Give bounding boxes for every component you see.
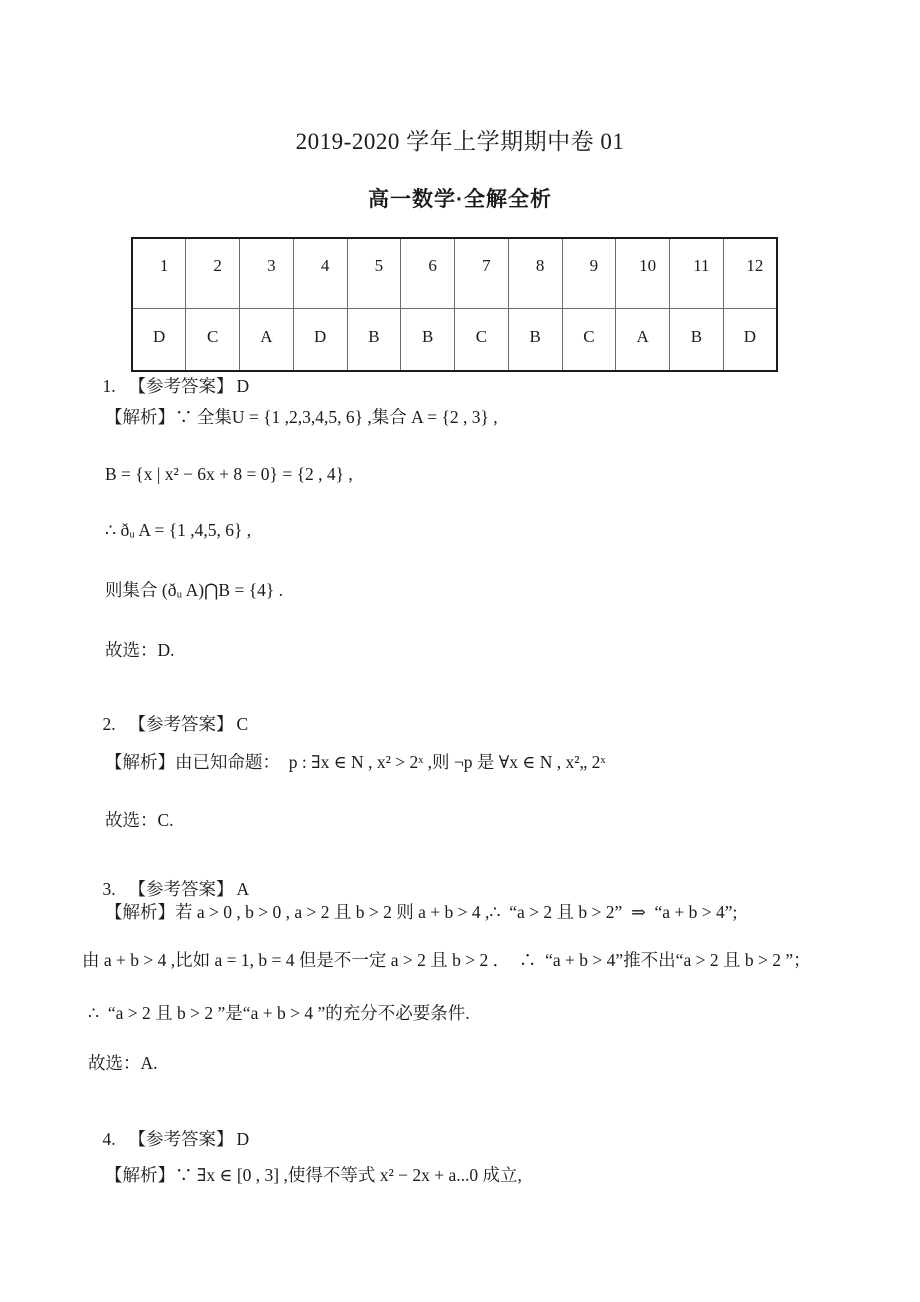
- page-subtitle: 高一数学·全解全析: [368, 188, 552, 211]
- question-number: 3.: [102, 879, 116, 899]
- solution-3-line-2: 由 a + b > 4 ,比如 a = 1, b = 4 但是不一定 a > 2 且 b > 2 ． ∴ “a + b > 4”推不出“a > 2 且 b > 2 ”；: [82, 950, 811, 970]
- solution-2-header: [85, 690, 248, 757]
- solution-3-line-1: 【解析】若 a > 0 , b > 0 , a > 2 且 b > 2 则 a + b > 4 ,∴ “a > 2 且 b > 2” ⇒ “a + b > 4”;: [105, 902, 738, 922]
- answer-letter-cell: D: [132, 309, 186, 372]
- answer-number-cell: 9: [562, 238, 616, 309]
- answer-number-cell: 10: [616, 238, 670, 309]
- answer-label: 【参考答案】: [128, 879, 234, 899]
- answer-number-cell: 3: [240, 238, 294, 309]
- answer-letter-cell: B: [347, 309, 401, 372]
- solution-3-line-4: 故选：A.: [88, 1053, 158, 1073]
- answer-value: D: [236, 376, 250, 396]
- answer-number-cell: 2: [186, 238, 240, 309]
- question-number: 4.: [102, 1129, 116, 1149]
- solution-1-line-2: B = {x | x² − 6x + 8 = 0} = {2 , 4} ,: [105, 464, 353, 484]
- answer-letter-cell: A: [616, 309, 670, 372]
- solution-2-line-2: 故选：C.: [105, 810, 174, 830]
- answer-number-cell: 8: [508, 238, 562, 309]
- solution-1-line-4: 则集合 (ðᵤ A)⋂B = {4} .: [105, 580, 284, 600]
- answer-table-number-row: [132, 238, 777, 309]
- answer-letter-cell: C: [562, 309, 616, 372]
- answer-number-cell: 12: [723, 238, 777, 309]
- answer-letter-cell: B: [508, 309, 562, 372]
- answer-letter-cell: B: [401, 309, 455, 372]
- question-number: 1.: [102, 376, 116, 396]
- answer-value: D: [236, 1129, 250, 1149]
- answer-letter-cell: C: [186, 309, 240, 372]
- solution-1-line-5: 故选：D.: [105, 640, 175, 660]
- answer-letter-cell: A: [240, 309, 294, 372]
- answer-value: C: [236, 714, 249, 734]
- solution-1-line-1: 【解析】∵ 全集U = {1 ,2,3,4,5, 6} ,集合 A = {2 , 3} ,: [105, 407, 498, 427]
- solution-2-line-1: 【解析】由已知命题： p : ∃x ∈ N , x² > 2ˣ ,则 ¬p 是 ∀x ∈ N , x²„ 2ˣ: [105, 752, 606, 772]
- answer-letter-cell: B: [670, 309, 724, 372]
- answer-label: 【参考答案】: [128, 1129, 234, 1149]
- solution-3-line-3: ∴ “a > 2 且 b > 2 ”是“a + b > 4 ”的充分不必要条件.: [88, 1003, 470, 1023]
- question-number: 2.: [102, 714, 116, 734]
- page-title: 2019-2020 学年上学期期中卷 01: [295, 129, 625, 154]
- answer-number-cell: 4: [293, 238, 347, 309]
- solution-4-line-1: 【解析】∵ ∃x ∈ [0 , 3] ,使得不等式 x² − 2x + a...0 成立,: [105, 1165, 522, 1185]
- answer-number-cell: 11: [670, 238, 724, 309]
- answer-number-cell: 5: [347, 238, 401, 309]
- answer-letter-cell: C: [455, 309, 509, 372]
- answer-label: 【参考答案】: [128, 376, 234, 396]
- answer-value: A: [236, 879, 250, 899]
- answer-number-cell: 1: [132, 238, 186, 309]
- answer-letter-cell: D: [293, 309, 347, 372]
- answer-number-cell: 7: [455, 238, 509, 309]
- solution-1-line-3: ∴ ðᵤ A = {1 ,4,5, 6} ,: [105, 520, 252, 540]
- answer-number-cell: 6: [401, 238, 455, 309]
- answer-label: 【参考答案】: [128, 714, 234, 734]
- answer-letter-cell: D: [723, 309, 777, 372]
